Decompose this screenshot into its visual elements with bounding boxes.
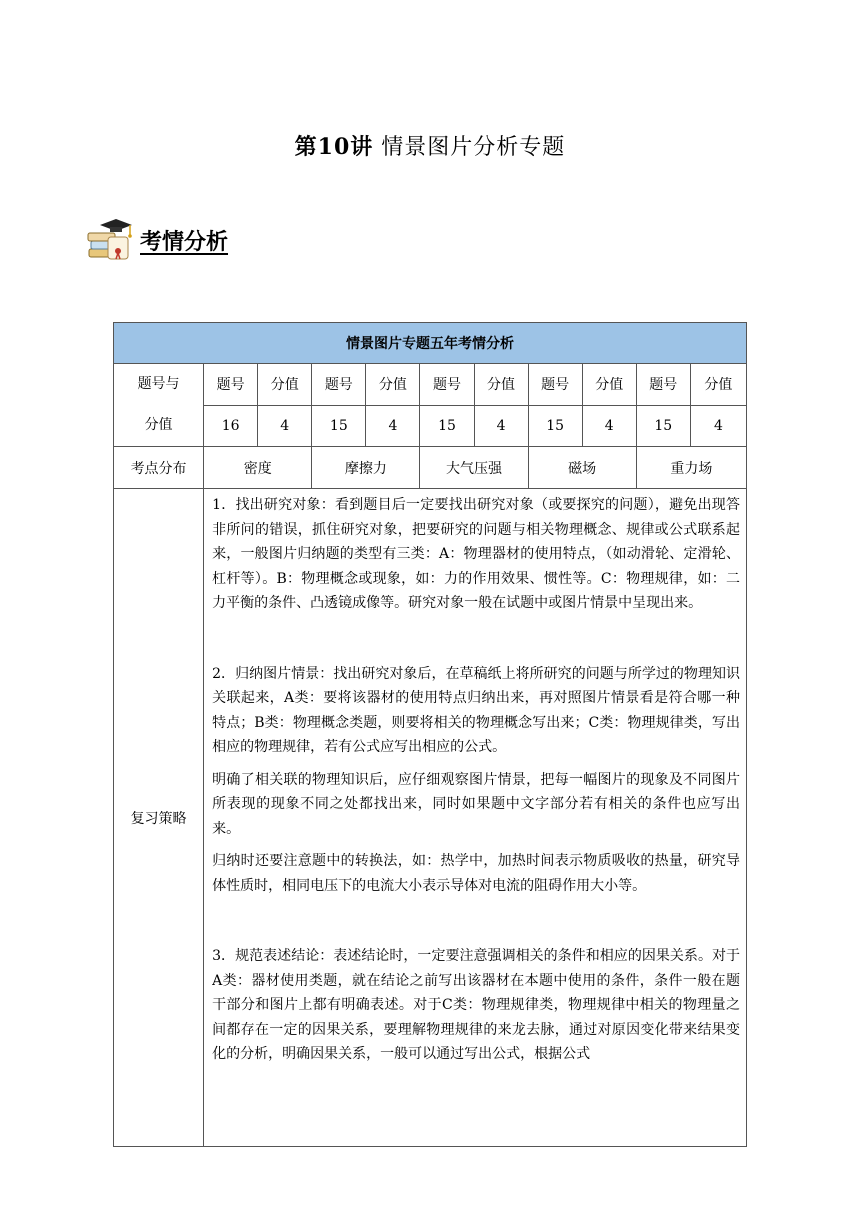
col-label: 分值 <box>690 364 746 406</box>
books-graduation-cap-icon <box>86 215 136 265</box>
strategy-paragraph: 归纳时还要注意题中的转换法，如：热学中，加热时间表示物质吸收的热量，研究导体性质时，相同电压下的电流大小表示导体对电流的阻碍作用大小等。 <box>212 853 740 894</box>
col-label: 分值 <box>582 364 636 406</box>
table-cell: 4 <box>366 405 420 447</box>
strategy-paragraph: 明确了相关联的物理知识后，应仔细观察图片情景，把每一幅图片的现象及不同图片所表现的现象不同之处都找出来，同时如果题中文字部分若有相关的条件也应写出来。 <box>212 771 740 837</box>
row-label-line-2: 分值 <box>144 417 173 433</box>
table-cell: 4 <box>582 405 636 447</box>
strategy-content <box>204 489 747 1147</box>
topic-cell: 摩擦力 <box>312 447 420 489</box>
analysis-table <box>113 322 747 1147</box>
table-cell: 4 <box>474 405 528 447</box>
col-label: 题号 <box>204 364 258 406</box>
col-label: 分值 <box>258 364 312 406</box>
page-title <box>0 130 860 161</box>
strategy-label: 复习策略 <box>114 489 204 1147</box>
topic-cell: 大气压强 <box>420 447 528 489</box>
table-cell: 15 <box>528 405 582 447</box>
table-cell: 15 <box>636 405 690 447</box>
table-cell: 15 <box>312 405 366 447</box>
table-header: 情景图片专题五年考情分析 <box>114 323 747 364</box>
strategy-paragraph: 3．规范表述结论：表述结论时，一定要注意强调相关的条件和相应的因果关系。对于A类：器材使用类题，就在结论之前写出该器材在本题中使用的条件，条件一般在题干部分和图片上都有明确表述。对于C类：物理规律类，物理规律中相关的物理量之间都存在一定的因果关系，要理解物理规律的来龙去脉，通过对原因变化带来结果变化的分析，明确因果关系，一般可以通过写出公式，根据公式 <box>212 948 740 1062</box>
col-label: 题号 <box>312 364 366 406</box>
strategy-paragraph: 2．归纳图片情景：找出研究对象后，在草稿纸上将所研究的问题与所学过的物理知识关联起来，A类：要将该器材的使用特点归纳出来，再对照图片情景看是符合哪一种特点；B类：物理概念类题，则要将相关的物理概念写出来；C类：物理规律类，写出相应的物理规律，若有公式应写出相应的公式。 <box>212 665 740 755</box>
row-label-number-score <box>114 364 204 447</box>
topic-cell: 磁场 <box>528 447 636 489</box>
lecture-topic: 情景图片分析专题 <box>381 135 566 160</box>
col-label: 题号 <box>420 364 474 406</box>
topic-cell: 重力场 <box>636 447 746 489</box>
col-label: 题号 <box>636 364 690 406</box>
topic-label: 考点分布 <box>114 447 204 489</box>
col-label: 分值 <box>366 364 420 406</box>
section-label: 考情分析 <box>140 228 229 255</box>
col-label: 题号 <box>528 364 582 406</box>
lecture-number: 第10讲 <box>294 134 374 160</box>
table-cell: 4 <box>690 405 746 447</box>
strategy-paragraph: 1．找出研究对象：看到题目后一定要找出研究对象（或要探究的问题），避免出现答非所问的错误，抓住研究对象，把要研究的问题与相关物理概念、规律或公式联系起来，一般图片归纳题的类型有三类：A：物理器材的使用特点，（如动滑轮、定滑轮、杠杆等）。B：物理概念或现象，如：力的作用效果、惯性等。C：物理规律，如：二力平衡的条件、凸透镜成像等。研究对象一般在试题中或图片情景中呈现出来。 <box>212 497 740 611</box>
section-header <box>86 214 228 266</box>
table-cell: 16 <box>204 405 258 447</box>
topic-cell: 密度 <box>204 447 312 489</box>
row-label-line-1: 题号与 <box>137 376 180 392</box>
col-label: 分值 <box>474 364 528 406</box>
table-cell: 4 <box>258 405 312 447</box>
table-cell: 15 <box>420 405 474 447</box>
